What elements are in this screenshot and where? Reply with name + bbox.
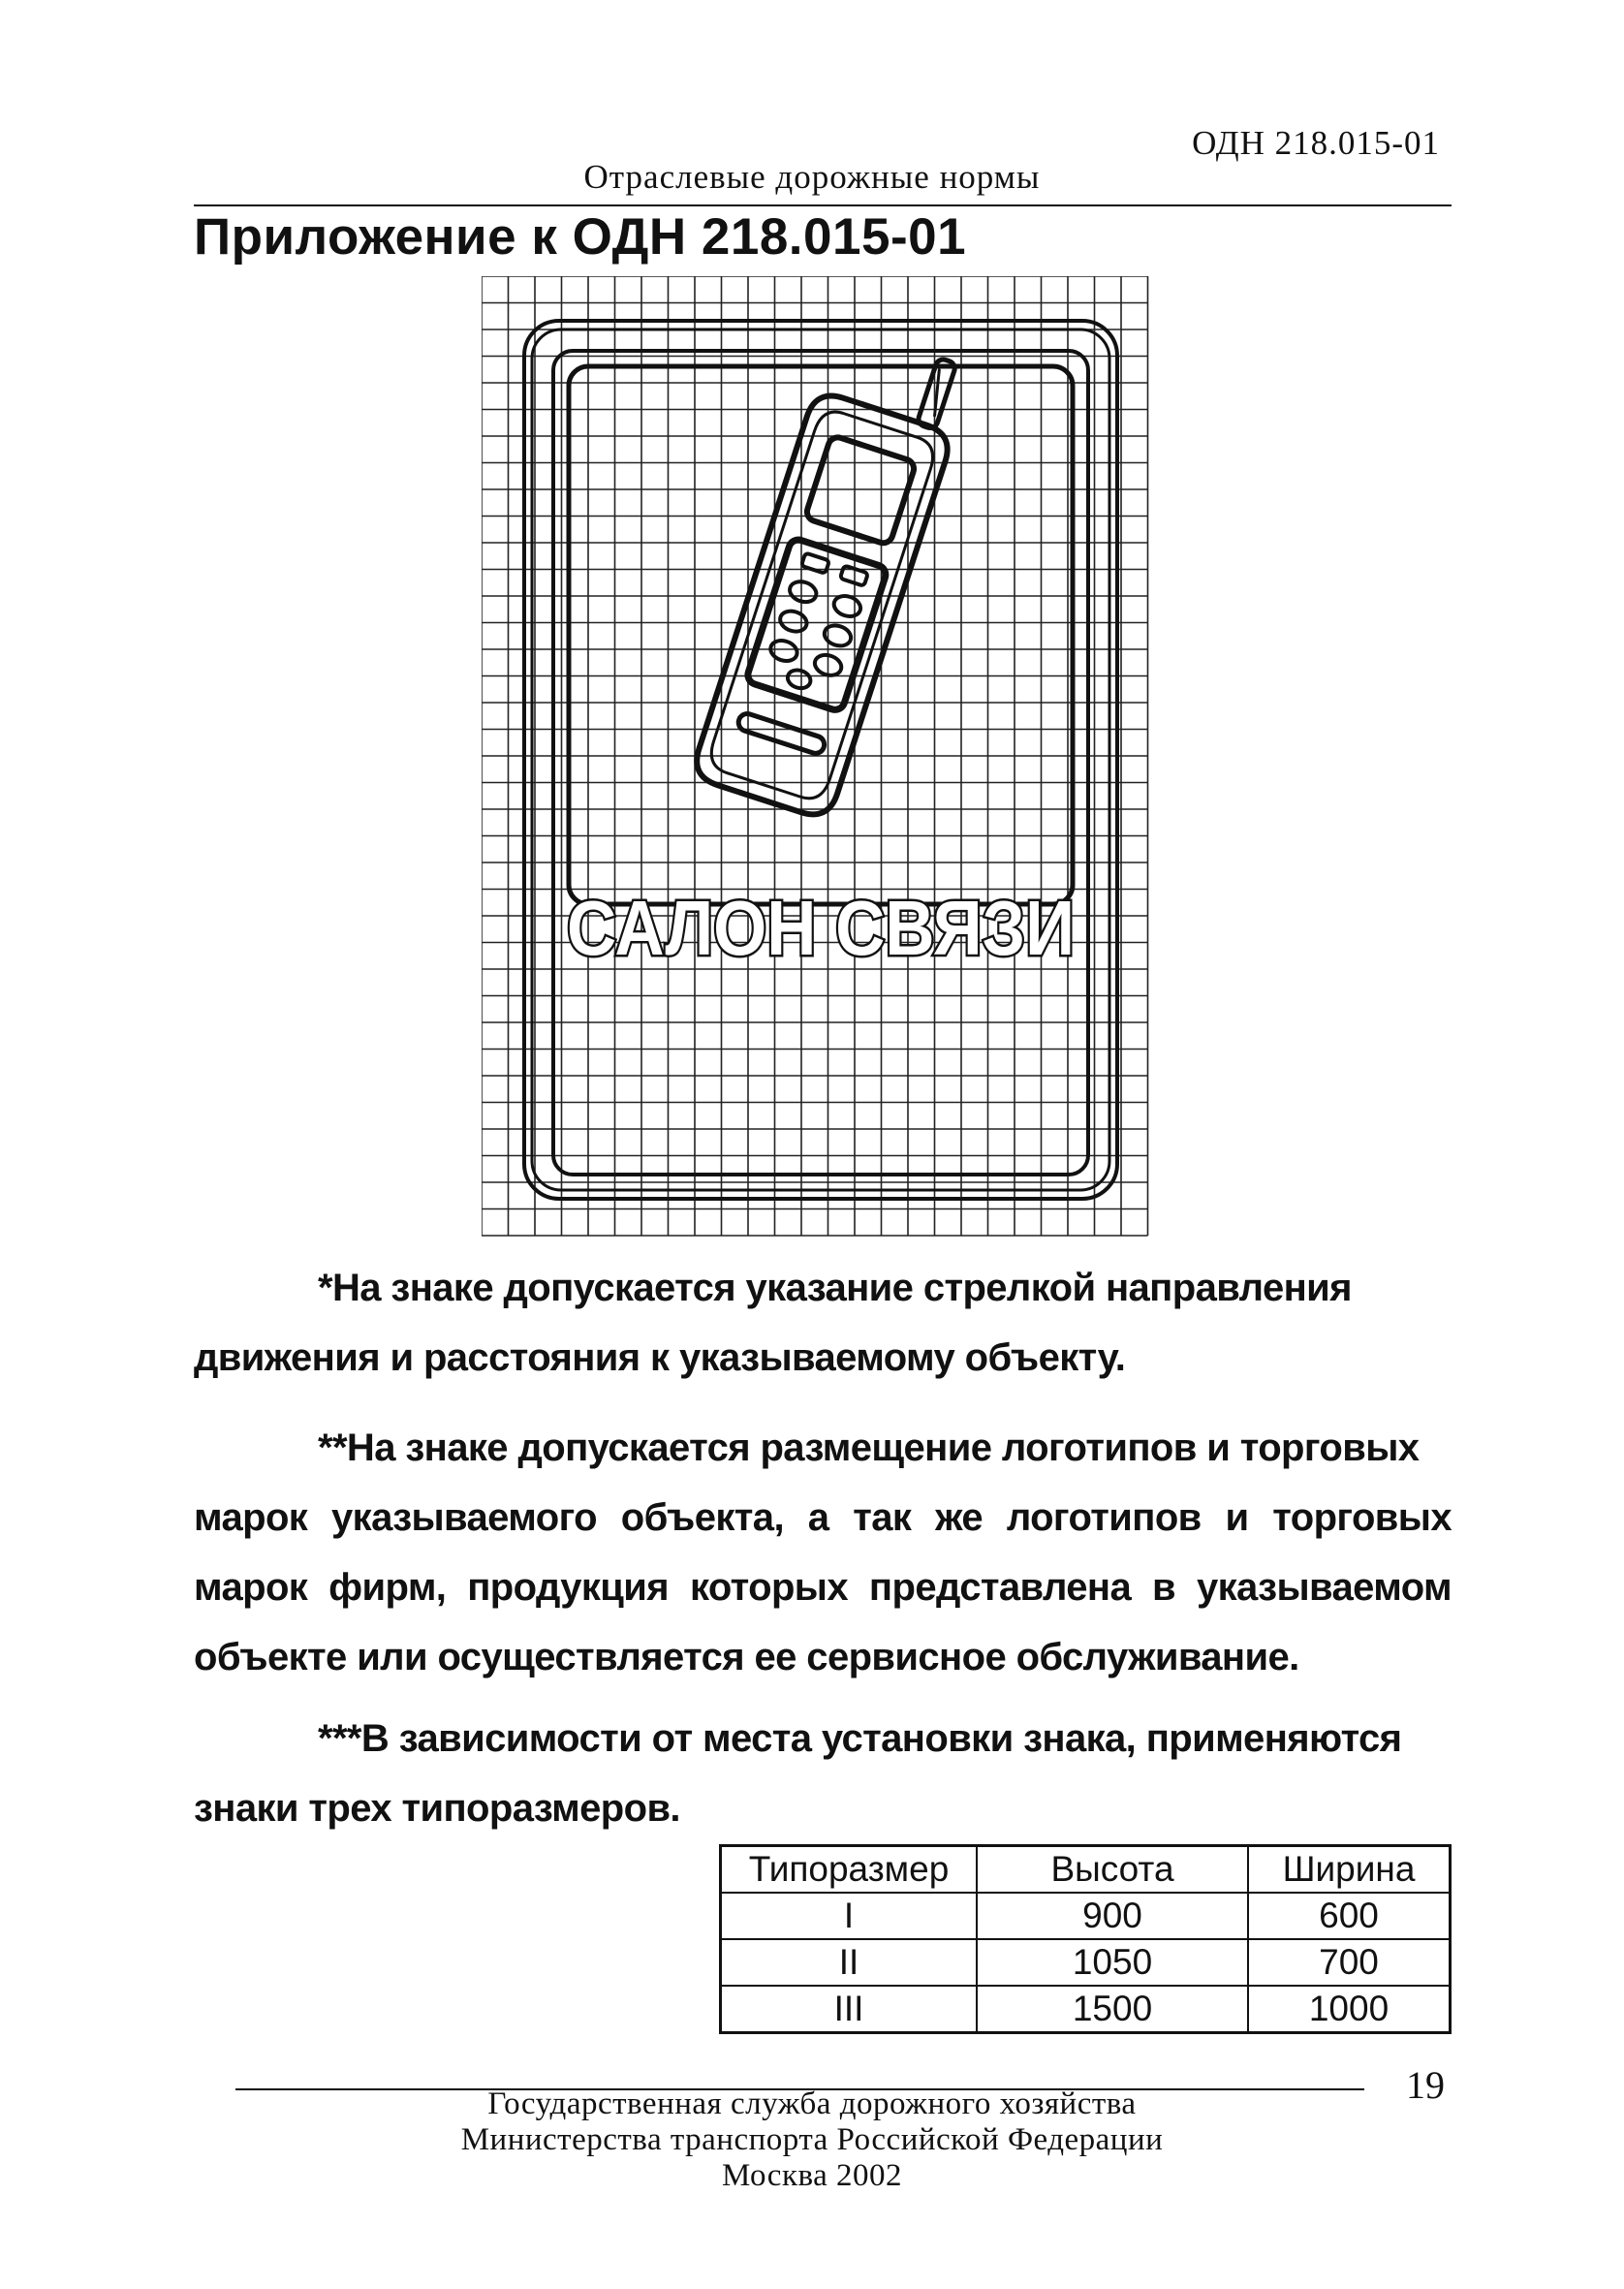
note-2-rest: марок указываемого объекта, а так же логотипов и торговых марок фирм, продукция которых представлена в указываемом объекте или осуществляется ее сервисное обслуживание. — [194, 1496, 1452, 1678]
table-header-cell: Ширина — [1248, 1846, 1451, 1894]
note-logos — [194, 1413, 1452, 1692]
table-header-row — [721, 1846, 1451, 1894]
sign-frame — [524, 321, 1117, 1199]
table-cell: 600 — [1248, 1893, 1451, 1939]
table-cell: 700 — [1248, 1939, 1451, 1986]
note-3-rest: знаки трех типоразмеров. — [194, 1787, 680, 1830]
size-table — [719, 1844, 1452, 2034]
note-3-first-line: ***В зависимости от места установки знака, применяются — [318, 1717, 1402, 1760]
note-2-first-line: **На знаке допускается размещение логотипов и торговых — [318, 1427, 1420, 1469]
table-cell: 1050 — [977, 1939, 1248, 1986]
footer-ministry-line: Министерства транспорта Российской Федерации — [460, 2122, 1164, 2157]
table-row — [721, 1986, 1451, 2033]
table-cell: III — [721, 1986, 978, 2033]
table-cell: 1000 — [1248, 1986, 1451, 2033]
appendix-title: Приложение к ОДН 218.015-01 — [194, 208, 967, 266]
note-sizes — [194, 1704, 1452, 1843]
note-1-first-line: *На знаке допускается указание стрелкой направления — [318, 1267, 1352, 1309]
table-header-cell: Высота — [977, 1846, 1248, 1894]
mobile-phone-icon — [690, 325, 975, 821]
sign-text: САЛОН СВЯЗИ — [567, 885, 1075, 971]
table-row — [721, 1939, 1451, 1986]
table-cell: 900 — [977, 1893, 1248, 1939]
table-cell: 1500 — [977, 1986, 1248, 2033]
note-arrow-direction — [194, 1253, 1452, 1393]
table-header-cell: Типоразмер — [721, 1846, 978, 1894]
document-code: ОДН 218.015-01 — [1192, 124, 1440, 162]
page-number: 19 — [1406, 2063, 1445, 2107]
footer-publisher-line: Государственная служба дорожного хозяйства — [487, 2086, 1137, 2121]
sign-drawing — [482, 276, 1162, 1265]
sign-grid — [482, 276, 1148, 1236]
table-cell: II — [721, 1939, 978, 1986]
footer-city-year-line: Москва 2002 — [721, 2158, 903, 2193]
document-series: Отраслевые дорожные нормы — [583, 158, 1041, 196]
header-rule — [194, 204, 1452, 206]
note-1-rest: движения и расстояния к указываемому объекту. — [194, 1336, 1126, 1379]
table-row — [721, 1893, 1451, 1939]
table-cell: I — [721, 1893, 978, 1939]
